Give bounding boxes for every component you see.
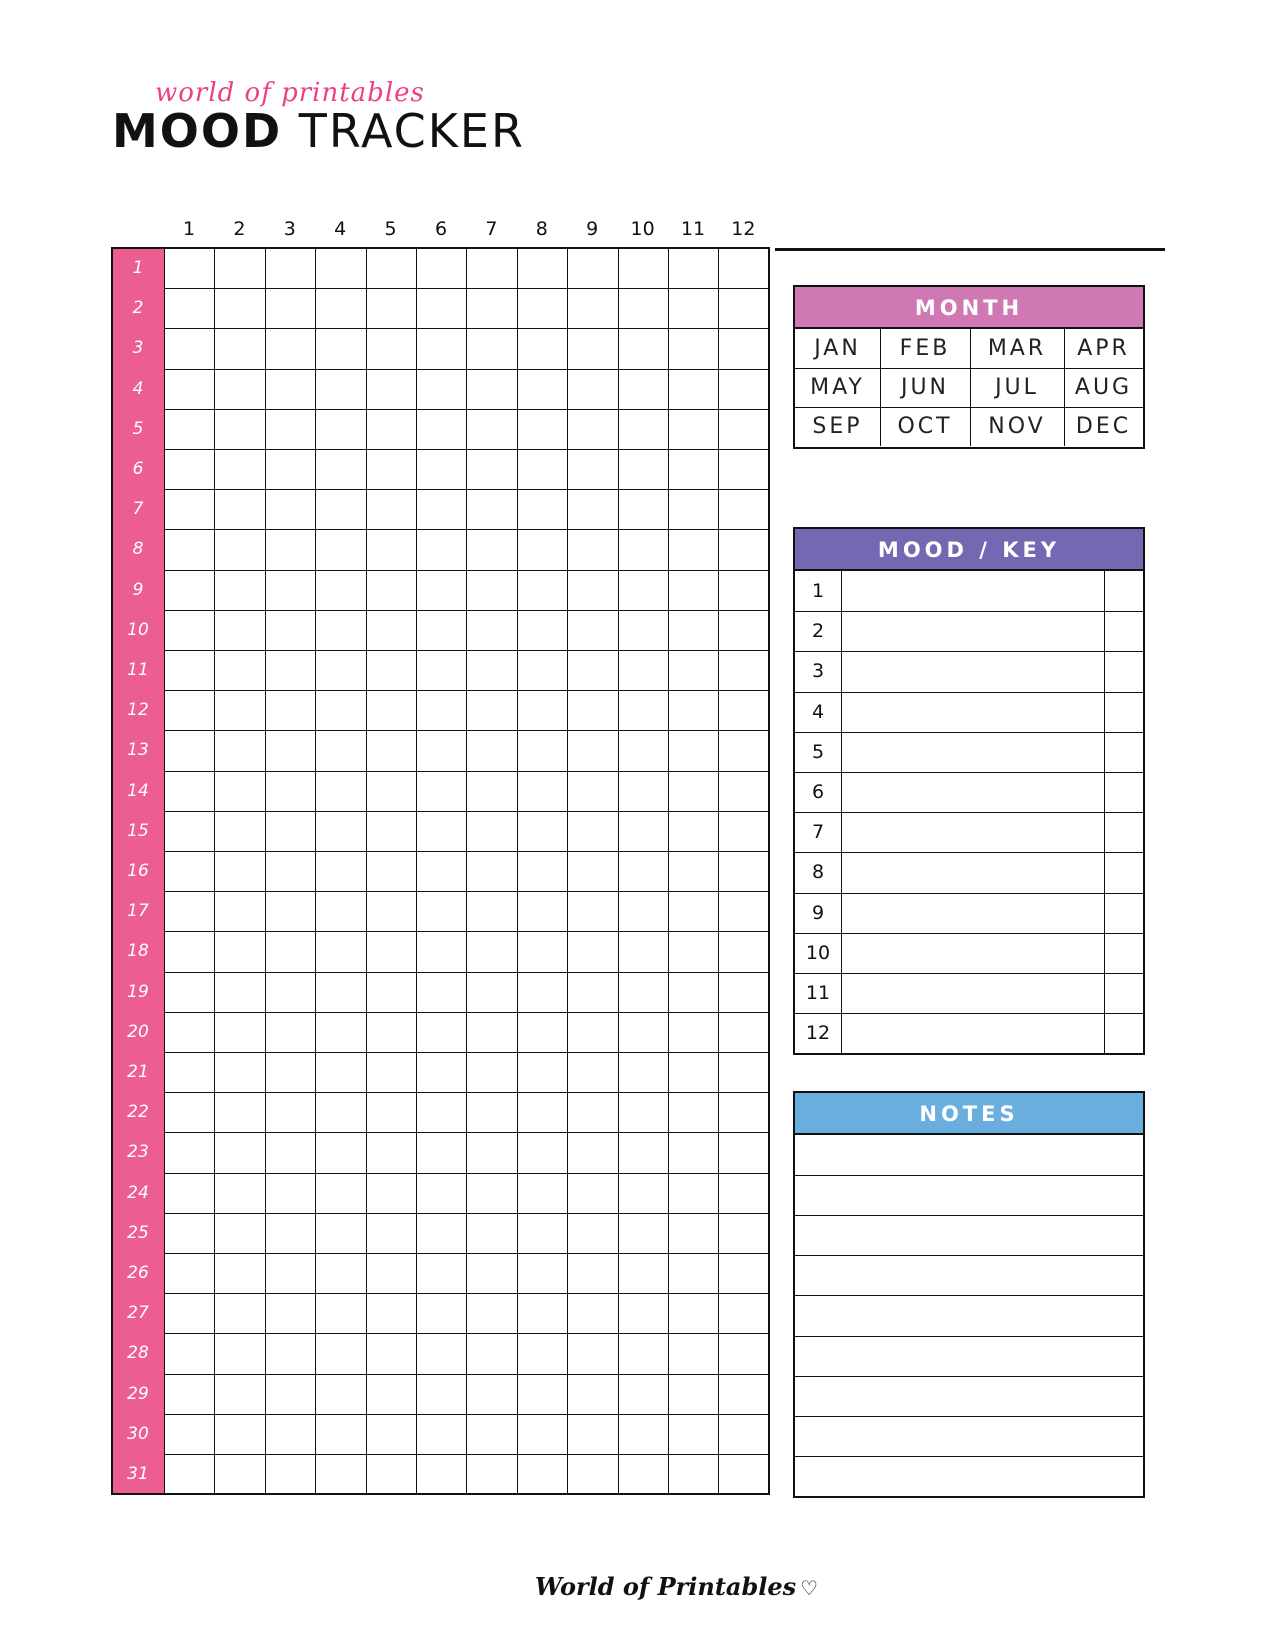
month-option[interactable]: FEB: [899, 336, 951, 361]
month-col-line: [970, 329, 971, 446]
month-option[interactable]: AUG: [1074, 375, 1133, 400]
day-label: 4: [132, 378, 144, 399]
mood-key-number: 2: [811, 620, 825, 643]
month-option[interactable]: JUL: [995, 375, 1039, 400]
day-label: 18: [127, 941, 149, 962]
day-label: 26: [127, 1263, 149, 1283]
month-option[interactable]: APR: [1077, 336, 1130, 361]
mood-key-description-field[interactable]: [841, 772, 1104, 812]
notes-line[interactable]: [795, 1215, 1143, 1255]
mood-key-color-swatch[interactable]: [1104, 812, 1143, 852]
day-label: 16: [127, 861, 149, 881]
mood-key-number: 6: [811, 781, 825, 803]
column-header: 6: [434, 218, 448, 240]
day-label: 14: [127, 780, 149, 801]
day-label: 12: [127, 700, 149, 721]
day-label: 24: [127, 1182, 149, 1203]
notes-rule: [795, 1175, 1143, 1176]
notes-rule: [795, 1255, 1143, 1256]
mood-key-panel: [793, 527, 1145, 1055]
month-row-line: [795, 407, 1143, 408]
day-label: 9: [132, 579, 144, 600]
day-label: 10: [127, 619, 149, 640]
top-rule: [775, 248, 1165, 251]
mood-key-number: 10: [805, 941, 831, 964]
mood-key-row-line: [795, 973, 1143, 974]
column-header: 4: [334, 218, 347, 240]
mood-key-description-field[interactable]: [841, 611, 1104, 651]
mood-key-row-line: [795, 611, 1143, 612]
month-option[interactable]: SEP: [812, 414, 863, 439]
notes-line[interactable]: [795, 1376, 1143, 1416]
title-light: TRACKER: [298, 104, 525, 158]
column-header: 8: [535, 218, 548, 240]
day-label: 30: [127, 1423, 149, 1444]
day-label: 17: [127, 901, 149, 922]
notes-line[interactable]: [795, 1255, 1143, 1295]
column-header: 10: [630, 218, 655, 240]
mood-key-color-swatch[interactable]: [1104, 611, 1143, 651]
mood-key-description-field[interactable]: [841, 933, 1104, 973]
month-option[interactable]: JUN: [900, 375, 950, 400]
mood-key-row-line: [795, 852, 1143, 853]
mood-key-number: 8: [811, 861, 825, 884]
month-option[interactable]: NOV: [988, 414, 1046, 439]
column-header: 1: [182, 218, 196, 240]
month-option[interactable]: OCT: [897, 414, 953, 439]
notes-rule: [795, 1295, 1143, 1296]
day-label: 3: [132, 338, 144, 359]
notes-panel: [793, 1091, 1145, 1498]
page-title: [112, 104, 525, 158]
mood-key-color-swatch[interactable]: [1104, 651, 1143, 691]
mood-key-color-swatch[interactable]: [1104, 732, 1143, 772]
notes-title: NOTES: [795, 1093, 1143, 1135]
mood-key-description-field[interactable]: [841, 893, 1104, 933]
mood-key-number: 11: [805, 982, 831, 1004]
day-label: 11: [127, 660, 149, 680]
column-header: 11: [680, 218, 706, 240]
day-label: 6: [132, 459, 144, 479]
mood-key-description-field[interactable]: [841, 651, 1104, 691]
notes-line[interactable]: [795, 1456, 1143, 1496]
title-bold: MOOD: [112, 104, 283, 158]
column-header: 7: [485, 218, 498, 240]
mood-key-title: MOOD / KEY: [795, 529, 1143, 571]
mood-key-description-field[interactable]: [841, 973, 1104, 1013]
day-label: 21: [127, 1062, 149, 1082]
month-col-line: [1064, 329, 1065, 446]
footer-logo-text: World of Printables: [535, 1572, 797, 1601]
notes-rule: [795, 1215, 1143, 1216]
mood-key-description-field[interactable]: [841, 692, 1104, 732]
month-option[interactable]: MAR: [987, 336, 1047, 361]
notes-line[interactable]: [795, 1336, 1143, 1376]
day-label: 28: [127, 1343, 149, 1364]
column-header: 5: [384, 218, 397, 240]
notes-rule: [795, 1456, 1143, 1457]
notes-rule: [795, 1376, 1143, 1377]
day-label: 7: [132, 499, 144, 520]
day-label: 25: [127, 1222, 149, 1243]
day-label: 22: [127, 1102, 149, 1123]
mood-key-number: 1: [811, 580, 825, 602]
footer-logo: [535, 1572, 818, 1601]
day-label: 13: [127, 740, 149, 761]
mood-key-color-swatch[interactable]: [1104, 933, 1143, 973]
mood-key-color-swatch[interactable]: [1104, 1013, 1143, 1053]
mood-key-number: 9: [811, 901, 825, 924]
notes-line[interactable]: [795, 1135, 1143, 1175]
column-header: 2: [233, 218, 246, 240]
mood-key-color-swatch[interactable]: [1104, 692, 1143, 732]
month-row-line: [795, 368, 1143, 369]
heart-icon: ♡: [800, 1576, 819, 1600]
day-label: 19: [127, 981, 149, 1002]
day-label: 29: [127, 1383, 149, 1404]
mood-key-row-line: [795, 772, 1143, 773]
notes-rule: [795, 1416, 1143, 1417]
day-label: 8: [132, 539, 144, 560]
mood-key-color-swatch[interactable]: [1104, 571, 1143, 611]
month-col-line: [880, 329, 881, 446]
day-label: 31: [127, 1464, 149, 1484]
mood-key-description-field[interactable]: [841, 732, 1104, 772]
grid-border: [111, 247, 770, 1495]
column-header: 9: [586, 218, 599, 240]
mood-key-col-line: [841, 571, 842, 1053]
mood-key-row-line: [795, 1013, 1143, 1014]
month-option[interactable]: JAN: [814, 336, 861, 361]
mood-key-color-swatch[interactable]: [1104, 893, 1143, 933]
notes-rule: [795, 1336, 1143, 1337]
day-label: 5: [132, 418, 144, 439]
mood-key-col-line: [1104, 571, 1105, 1053]
column-header: 3: [283, 218, 296, 240]
month-panel: [793, 285, 1145, 449]
mood-key-number: 3: [811, 660, 825, 683]
mood-key-row-line: [795, 812, 1143, 813]
day-label: 27: [127, 1303, 149, 1324]
day-label: 20: [127, 1021, 149, 1042]
mood-key-color-swatch[interactable]: [1104, 852, 1143, 892]
mood-key-description-field[interactable]: [841, 812, 1104, 852]
month-panel-title: MONTH: [795, 287, 1143, 329]
day-label: 2: [132, 298, 144, 319]
notes-line[interactable]: [795, 1175, 1143, 1215]
column-header: 12: [731, 218, 756, 240]
mood-key-row-line: [795, 933, 1143, 934]
mood-key-number: 5: [811, 740, 825, 763]
mood-key-number: 12: [805, 1022, 831, 1045]
notes-line[interactable]: [795, 1416, 1143, 1456]
mood-key-number: 4: [811, 700, 825, 723]
brand-script: world of printables: [155, 78, 425, 108]
day-label: 1: [132, 258, 144, 278]
mood-key-description-field[interactable]: [841, 1013, 1104, 1053]
mood-key-row-line: [795, 732, 1143, 733]
day-label: 15: [127, 820, 149, 841]
mood-key-number: 7: [811, 821, 825, 844]
mood-key-description-field[interactable]: [841, 571, 1104, 611]
mood-key-row-line: [795, 692, 1143, 693]
month-option[interactable]: MAY: [810, 375, 865, 400]
mood-key-row-line: [795, 651, 1143, 652]
mood-key-color-swatch[interactable]: [1104, 973, 1143, 1013]
mood-key-color-swatch[interactable]: [1104, 772, 1143, 812]
notes-line[interactable]: [795, 1295, 1143, 1335]
month-option[interactable]: DEC: [1075, 414, 1132, 439]
mood-key-description-field[interactable]: [841, 852, 1104, 892]
day-label: 23: [127, 1142, 149, 1163]
mood-key-row-line: [795, 893, 1143, 894]
